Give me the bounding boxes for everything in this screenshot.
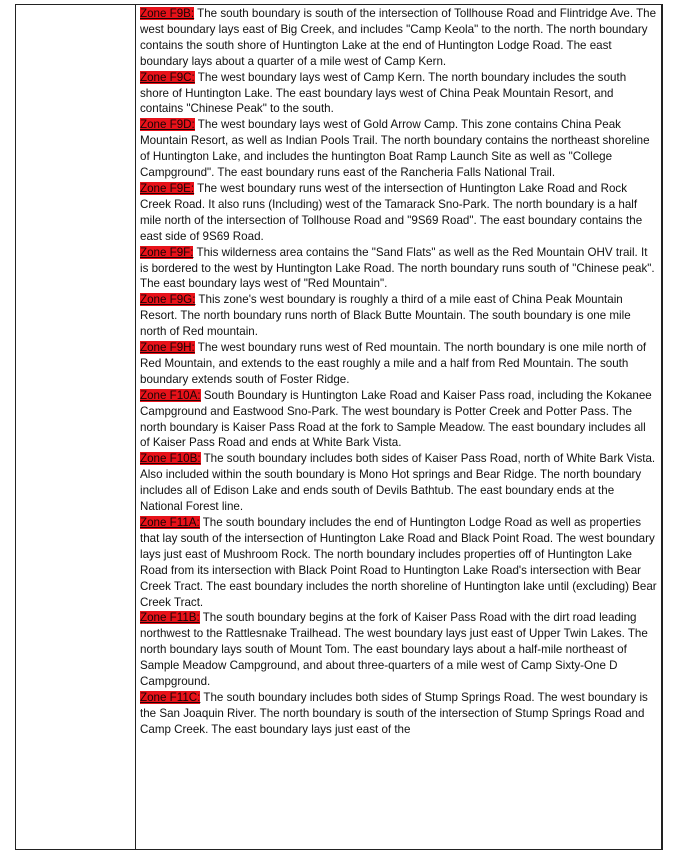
zone-entry-f9g <box>140 292 658 340</box>
zone-entry-f10b <box>140 451 658 515</box>
zone-label: Zone F11A: <box>140 516 200 529</box>
zone-entry-f11a <box>140 515 658 610</box>
zone-description: South Boundary is Huntington Lake Road and Kaiser Pass road, including the Kokanee Campground and Eastwood Sno-Park. The west boundary is Potter Creek and Potter Pass. The north boundary is Kaiser Pass Road at the fork to Sample Meadow. The east boundary includes all of Kaiser Pass Road and ends at White Bark Vista. <box>140 388 652 450</box>
zone-label: Zone F9B: <box>140 7 195 20</box>
zone-entry-f9f <box>140 245 658 293</box>
zone-description: The west boundary lays west of Gold Arrow Camp. This zone contains China Peak Mountain Resort, as well as Indian Pools Trail. The north boundary contains the northeast shoreline of Huntington Lake, and includes the huntington Boat Ramp Launch Site as well as "College Campground". The east boundary runs east of the Rancheria Falls National Trail. <box>140 118 650 180</box>
zone-entry-f9c <box>140 70 658 118</box>
zone-description: The south boundary includes the end of Huntington Lodge Road as well as properties that lay south of the intersection of Huntington Lake Road and Black Point Road. The west boundary lays just east of Mushroom Rock. The north boundary includes properties off of Huntington Lake Road from its intersection with Black Point Road to Huntington Lake Road's intersection with Bear Creek Tract. The east boundary includes the north shoreline of Huntington lake until (excluding) Bear Creek Tract. <box>140 516 657 609</box>
zone-label: Zone F11C: <box>140 690 201 704</box>
zone-description: This zone's west boundary is roughly a third of a mile east of China Peak Mountain Resort. The north boundary runs north of Black Butte Mountain. The south boundary is one mile north of Red mountain. <box>140 293 631 339</box>
zone-description: This wilderness area contains the "Sand Flats" as well as the Red Mountain OHV trail. It is bordered to the west by Huntington Lake Road. The north boundary runs south of "Chinese peak". The east boundary lays west of "Red Mountain". <box>140 245 655 291</box>
zone-label: Zone F10B: <box>140 452 201 466</box>
zone-entry-f11c <box>140 690 658 738</box>
zone-entry-f9b <box>140 6 658 70</box>
zone-entry-f9d <box>140 117 658 181</box>
zone-entry-f10a <box>140 388 658 452</box>
zone-entry-f11b <box>140 610 658 690</box>
zone-description: The west boundary runs west of the intersection of Huntington Lake Road and Rock Creek Road. It also runs (Including) west of the Tamarack Sno-Park. The north boundary is a half mile north of the intersection of Tollhouse Road and "9S69 Road". The east boundary contains the east side of 9S69 Road. <box>140 181 643 243</box>
zone-label: Zone F10A: <box>140 388 201 402</box>
empty-left-column <box>15 4 136 850</box>
zone-entry-f9h <box>140 340 658 388</box>
right-border <box>661 4 663 850</box>
zone-descriptions <box>140 6 658 848</box>
zone-description: The south boundary is south of the intersection of Tollhouse Road and Flintridge Ave. The west boundary lays east of Big Creek, and includes "Camp Keola" to the north. The north boundary contains the south shore of Huntington Lake at the end of Huntington Lodge Road. The east boundary lays about a quarter of a mile west of Camp Kern. <box>140 7 657 68</box>
zone-label: Zone F9F: <box>140 245 194 259</box>
zone-label: Zone F9H: <box>140 341 195 355</box>
zone-entry-f9e <box>140 181 658 245</box>
zone-description: The south boundary includes both sides of Kaiser Pass Road, north of White Bark Vista. Also included within the south boundary is Mono Hot springs and Bear Ridge. The north boundary includes all of Edison Lake and ends south of Devils Bathtub. The east boundary ends at the National Forest line. <box>140 452 656 514</box>
zone-description: The south boundary begins at the fork of Kaiser Pass Road with the dirt road leading northwest to the Rattlesnake Trailhead. The west boundary lays just east of Upper Twin Lakes. The north boundary lays south of Mount Tom. The east boundary lays about a half-mile northeast of Sample Meadow Campground, and about three-quarters of a mile west of Camp Sixty-One D Campground. <box>140 611 648 689</box>
zone-label: Zone F9D: <box>140 118 195 132</box>
zone-label: Zone F9E: <box>140 181 195 195</box>
zone-description: The west boundary lays west of Camp Kern. The north boundary includes the south shore of Huntington Lake. The east boundary lays west of China Peak Mountain Resort, and contains "Chinese Peak" to the south. <box>140 70 627 116</box>
zone-label: Zone F9G: <box>140 293 196 307</box>
zone-label: Zone F9C: <box>140 70 195 84</box>
zone-label: Zone F11B: <box>140 611 200 625</box>
zone-description: The south boundary includes both sides of Stump Springs Road. The west boundary is the San Joaquin River. The north boundary is south of the intersection of Stump Springs Road and Camp Creek. The east boundary lays just east of the <box>140 690 648 736</box>
zone-description: The west boundary runs west of Red mountain. The north boundary is one mile north of Red Mountain, and extends to the east roughly a mile and a half from Red Mountain. The south boundary extends south of Foster Ridge. <box>140 341 647 386</box>
